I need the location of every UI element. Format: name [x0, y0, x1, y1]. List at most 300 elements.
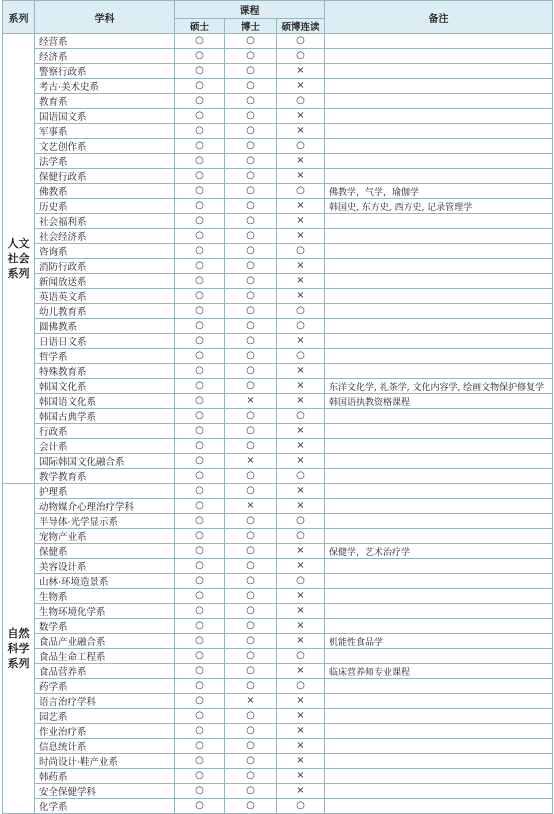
subject-cell: 化学系: [35, 799, 175, 814]
doctor-mark: ○: [225, 679, 277, 694]
note-cell: [325, 94, 553, 109]
doctor-mark: ○: [225, 349, 277, 364]
integrated-mark: ○: [277, 139, 325, 154]
note-cell: [325, 529, 553, 544]
doctor-mark: ○: [225, 724, 277, 739]
integrated-mark: ×: [277, 439, 325, 454]
integrated-mark: ○: [277, 574, 325, 589]
header-series: 系列: [3, 1, 35, 34]
integrated-mark: ×: [277, 769, 325, 784]
integrated-mark: ×: [277, 364, 325, 379]
note-cell: [325, 679, 553, 694]
note-cell: [325, 454, 553, 469]
table-row: [3, 454, 553, 469]
master-mark: ○: [175, 94, 225, 109]
note-cell: [325, 514, 553, 529]
note-cell: [325, 424, 553, 439]
subject-cell: 保健系: [35, 544, 175, 559]
subject-cell: 国际韩国文化融合系: [35, 454, 175, 469]
master-mark: ○: [175, 49, 225, 64]
doctor-mark: ○: [225, 514, 277, 529]
note-cell: [325, 334, 553, 349]
doctor-mark: ○: [225, 274, 277, 289]
subject-cell: 圆佛教系: [35, 319, 175, 334]
master-mark: ○: [175, 274, 225, 289]
table-row: [3, 199, 553, 214]
table-row: [3, 664, 553, 679]
subject-cell: 哲学系: [35, 349, 175, 364]
integrated-mark: ×: [277, 484, 325, 499]
doctor-mark: ○: [225, 469, 277, 484]
integrated-mark: ×: [277, 109, 325, 124]
subject-cell: 信息统计系: [35, 739, 175, 754]
master-mark: ○: [175, 319, 225, 334]
table-row: [3, 589, 553, 604]
master-mark: ○: [175, 199, 225, 214]
table-row: [3, 154, 553, 169]
table-row: [3, 409, 553, 424]
table-header: [3, 1, 553, 34]
note-cell: [325, 784, 553, 799]
integrated-mark: ×: [277, 379, 325, 394]
integrated-mark: ×: [277, 259, 325, 274]
subject-cell: 社会经济系: [35, 229, 175, 244]
subject-cell: 英语英文系: [35, 289, 175, 304]
note-cell: [325, 34, 553, 49]
master-mark: ○: [175, 499, 225, 514]
table-row: [3, 139, 553, 154]
subject-cell: 食品营养系: [35, 664, 175, 679]
subject-cell: 药学系: [35, 679, 175, 694]
note-cell: [325, 349, 553, 364]
note-cell: [325, 619, 553, 634]
subject-cell: 宠物产业系: [35, 529, 175, 544]
table-row: [3, 799, 553, 814]
note-cell: 东洋文化学, 礼茶学, 文化内容学, 绘画文物保护修复学: [325, 379, 553, 394]
note-cell: [325, 319, 553, 334]
integrated-mark: ×: [277, 124, 325, 139]
table-row: [3, 544, 553, 559]
integrated-mark: ○: [277, 94, 325, 109]
doctor-mark: ○: [225, 34, 277, 49]
table-body: [3, 34, 553, 814]
master-mark: ○: [175, 169, 225, 184]
integrated-mark: ×: [277, 79, 325, 94]
table-row: [3, 124, 553, 139]
doctor-mark: ○: [225, 739, 277, 754]
integrated-mark: ×: [277, 424, 325, 439]
subject-cell: 社会福利系: [35, 214, 175, 229]
integrated-mark: ○: [277, 799, 325, 814]
integrated-mark: ○: [277, 469, 325, 484]
table-row: [3, 574, 553, 589]
subject-cell: 安全保健学科: [35, 784, 175, 799]
master-mark: ○: [175, 739, 225, 754]
master-mark: ○: [175, 394, 225, 409]
master-mark: ○: [175, 64, 225, 79]
note-cell: [325, 109, 553, 124]
integrated-mark: ×: [277, 544, 325, 559]
header-note: 备注: [325, 1, 553, 34]
integrated-mark: ×: [277, 739, 325, 754]
subject-cell: 山林·环境造景系: [35, 574, 175, 589]
master-mark: ○: [175, 694, 225, 709]
table-row: [3, 319, 553, 334]
subject-cell: 教育系: [35, 94, 175, 109]
master-mark: ○: [175, 724, 225, 739]
subject-cell: 作业治疗系: [35, 724, 175, 739]
doctor-mark: ○: [225, 319, 277, 334]
subject-cell: 日语日文系: [35, 334, 175, 349]
note-cell: [325, 304, 553, 319]
note-cell: [325, 724, 553, 739]
integrated-mark: ○: [277, 319, 325, 334]
integrated-mark: ×: [277, 559, 325, 574]
subject-cell: 时尚设计·鞋产业系: [35, 754, 175, 769]
table-row: [3, 229, 553, 244]
doctor-mark: ○: [225, 709, 277, 724]
master-mark: ○: [175, 289, 225, 304]
table-row: [3, 259, 553, 274]
subject-cell: 消防行政系: [35, 259, 175, 274]
table-row: [3, 274, 553, 289]
master-mark: ○: [175, 469, 225, 484]
doctor-mark: ○: [225, 199, 277, 214]
master-mark: ○: [175, 139, 225, 154]
table-row: [3, 679, 553, 694]
subject-cell: 语言治疗学科: [35, 694, 175, 709]
table-row: [3, 484, 553, 499]
integrated-mark: ○: [277, 244, 325, 259]
master-mark: ○: [175, 769, 225, 784]
master-mark: ○: [175, 784, 225, 799]
note-cell: [325, 694, 553, 709]
note-cell: [325, 124, 553, 139]
doctor-mark: ○: [225, 799, 277, 814]
doctor-mark: ×: [225, 499, 277, 514]
doctor-mark: ○: [225, 214, 277, 229]
doctor-mark: ○: [225, 364, 277, 379]
subject-cell: 半导体·光学显示系: [35, 514, 175, 529]
master-mark: ○: [175, 634, 225, 649]
doctor-mark: ○: [225, 259, 277, 274]
master-mark: ○: [175, 409, 225, 424]
series-label: 人文社会系列: [3, 34, 35, 484]
doctor-mark: ○: [225, 139, 277, 154]
table-row: [3, 514, 553, 529]
note-cell: [325, 154, 553, 169]
table-row: [3, 49, 553, 64]
integrated-mark: ×: [277, 394, 325, 409]
table-row: [3, 94, 553, 109]
integrated-mark: ×: [277, 664, 325, 679]
doctor-mark: ○: [225, 229, 277, 244]
integrated-mark: ×: [277, 199, 325, 214]
doctor-mark: ○: [225, 64, 277, 79]
note-cell: [325, 439, 553, 454]
doctor-mark: ○: [225, 79, 277, 94]
subject-cell: 韩国文化系: [35, 379, 175, 394]
table-row: [3, 469, 553, 484]
table-row: [3, 769, 553, 784]
note-cell: 临床营养师专业课程: [325, 664, 553, 679]
integrated-mark: ○: [277, 409, 325, 424]
subject-cell: 韩药系: [35, 769, 175, 784]
note-cell: [325, 739, 553, 754]
integrated-mark: ×: [277, 724, 325, 739]
integrated-mark: ○: [277, 304, 325, 319]
header-master: 硕士: [175, 19, 225, 34]
note-cell: [325, 274, 553, 289]
integrated-mark: ○: [277, 184, 325, 199]
note-cell: 机能性食品学: [325, 634, 553, 649]
subject-cell: 数学系: [35, 619, 175, 634]
integrated-mark: ×: [277, 619, 325, 634]
table-row: [3, 784, 553, 799]
integrated-mark: ×: [277, 289, 325, 304]
master-mark: ○: [175, 229, 225, 244]
table-row: [3, 169, 553, 184]
doctor-mark: ○: [225, 754, 277, 769]
integrated-mark: ○: [277, 679, 325, 694]
subject-cell: 新闻放送系: [35, 274, 175, 289]
integrated-mark: ×: [277, 589, 325, 604]
subject-cell: 动物媒介心理治疗学科: [35, 499, 175, 514]
master-mark: ○: [175, 259, 225, 274]
note-cell: [325, 589, 553, 604]
integrated-mark: ○: [277, 514, 325, 529]
master-mark: ○: [175, 34, 225, 49]
doctor-mark: ○: [225, 169, 277, 184]
table-row: [3, 304, 553, 319]
note-cell: [325, 229, 553, 244]
doctor-mark: ○: [225, 424, 277, 439]
header-integrated: 硕博连读: [277, 19, 325, 34]
table-row: [3, 289, 553, 304]
subject-cell: 韩国语文化系: [35, 394, 175, 409]
subject-cell: 护理系: [35, 484, 175, 499]
integrated-mark: ○: [277, 34, 325, 49]
note-cell: [325, 574, 553, 589]
table-row: [3, 499, 553, 514]
doctor-mark: ○: [225, 304, 277, 319]
note-cell: [325, 139, 553, 154]
master-mark: ○: [175, 214, 225, 229]
table-row: [3, 604, 553, 619]
subject-cell: 特殊教育系: [35, 364, 175, 379]
doctor-mark: ○: [225, 784, 277, 799]
doctor-mark: ○: [225, 334, 277, 349]
master-mark: ○: [175, 604, 225, 619]
table-row: [3, 754, 553, 769]
table-row: [3, 649, 553, 664]
master-mark: ○: [175, 154, 225, 169]
note-cell: [325, 169, 553, 184]
table-row: [3, 619, 553, 634]
note-cell: [325, 79, 553, 94]
doctor-mark: ○: [225, 409, 277, 424]
master-mark: ○: [175, 679, 225, 694]
note-cell: [325, 364, 553, 379]
master-mark: ○: [175, 664, 225, 679]
integrated-mark: ○: [277, 49, 325, 64]
master-mark: ○: [175, 559, 225, 574]
table-row: [3, 529, 553, 544]
integrated-mark: ×: [277, 604, 325, 619]
doctor-mark: ○: [225, 664, 277, 679]
table-row: [3, 709, 553, 724]
doctor-mark: ×: [225, 694, 277, 709]
master-mark: ○: [175, 454, 225, 469]
integrated-mark: ×: [277, 784, 325, 799]
subject-cell: 保健行政系: [35, 169, 175, 184]
subject-cell: 会计系: [35, 439, 175, 454]
subject-cell: 法学系: [35, 154, 175, 169]
table-row: [3, 79, 553, 94]
master-mark: ○: [175, 544, 225, 559]
master-mark: ○: [175, 799, 225, 814]
integrated-mark: ×: [277, 454, 325, 469]
note-cell: [325, 409, 553, 424]
note-cell: [325, 754, 553, 769]
table-row: [3, 694, 553, 709]
note-cell: 保健学，艺术治疗学: [325, 544, 553, 559]
note-cell: [325, 604, 553, 619]
doctor-mark: ×: [225, 454, 277, 469]
master-mark: ○: [175, 109, 225, 124]
subject-cell: 行政系: [35, 424, 175, 439]
note-cell: [325, 769, 553, 784]
doctor-mark: ○: [225, 529, 277, 544]
doctor-mark: ○: [225, 244, 277, 259]
subject-cell: 文艺创作系: [35, 139, 175, 154]
note-cell: [325, 484, 553, 499]
master-mark: ○: [175, 529, 225, 544]
master-mark: ○: [175, 184, 225, 199]
table-row: [3, 214, 553, 229]
table-row: [3, 34, 553, 49]
doctor-mark: ○: [225, 649, 277, 664]
table-row: [3, 364, 553, 379]
note-cell: [325, 259, 553, 274]
master-mark: ○: [175, 589, 225, 604]
doctor-mark: ○: [225, 484, 277, 499]
series-label: 自然科学系列: [3, 484, 35, 814]
doctor-mark: ○: [225, 184, 277, 199]
integrated-mark: ×: [277, 169, 325, 184]
note-cell: [325, 709, 553, 724]
integrated-mark: ×: [277, 709, 325, 724]
integrated-mark: ×: [277, 214, 325, 229]
note-cell: [325, 499, 553, 514]
subject-cell: 警察行政系: [35, 64, 175, 79]
doctor-mark: ○: [225, 154, 277, 169]
doctor-mark: ○: [225, 589, 277, 604]
table-row: [3, 739, 553, 754]
master-mark: ○: [175, 709, 225, 724]
master-mark: ○: [175, 754, 225, 769]
master-mark: ○: [175, 334, 225, 349]
table-row: [3, 439, 553, 454]
subject-cell: 食品产业融合系: [35, 634, 175, 649]
integrated-mark: ○: [277, 349, 325, 364]
table-row: [3, 559, 553, 574]
master-mark: ○: [175, 439, 225, 454]
note-cell: [325, 64, 553, 79]
master-mark: ○: [175, 124, 225, 139]
table-row: [3, 184, 553, 199]
doctor-mark: ○: [225, 124, 277, 139]
doctor-mark: ○: [225, 574, 277, 589]
subject-cell: 国语国文系: [35, 109, 175, 124]
doctor-mark: ○: [225, 49, 277, 64]
integrated-mark: ×: [277, 154, 325, 169]
subject-cell: 美容设计系: [35, 559, 175, 574]
subject-cell: 韩国古典学系: [35, 409, 175, 424]
program-table-sheet: [2, 0, 552, 814]
note-cell: [325, 799, 553, 814]
integrated-mark: ×: [277, 334, 325, 349]
master-mark: ○: [175, 304, 225, 319]
note-cell: 韩国史, 东方史, 西方史, 记录管理学: [325, 199, 553, 214]
master-mark: ○: [175, 619, 225, 634]
master-mark: ○: [175, 484, 225, 499]
note-cell: [325, 244, 553, 259]
note-cell: [325, 649, 553, 664]
master-mark: ○: [175, 574, 225, 589]
doctor-mark: ○: [225, 109, 277, 124]
subject-cell: 考古·美术史系: [35, 79, 175, 94]
subject-cell: 教学教育系: [35, 469, 175, 484]
doctor-mark: ○: [225, 94, 277, 109]
doctor-mark: ○: [225, 544, 277, 559]
integrated-mark: ×: [277, 694, 325, 709]
integrated-mark: ○: [277, 529, 325, 544]
integrated-mark: ×: [277, 499, 325, 514]
table-row: [3, 109, 553, 124]
master-mark: ○: [175, 379, 225, 394]
master-mark: ○: [175, 364, 225, 379]
table-row: [3, 379, 553, 394]
note-cell: 佛教学，气学，瑜伽学: [325, 184, 553, 199]
note-cell: [325, 214, 553, 229]
note-cell: [325, 289, 553, 304]
doctor-mark: ○: [225, 604, 277, 619]
subject-cell: 佛教系: [35, 184, 175, 199]
table-row: [3, 634, 553, 649]
integrated-mark: ×: [277, 274, 325, 289]
note-cell: [325, 49, 553, 64]
table-row: [3, 424, 553, 439]
doctor-mark: ×: [225, 394, 277, 409]
program-table: [2, 0, 553, 814]
header-subject: 学科: [35, 1, 175, 34]
subject-cell: 历史系: [35, 199, 175, 214]
subject-cell: 幼儿教育系: [35, 304, 175, 319]
integrated-mark: ×: [277, 754, 325, 769]
doctor-mark: ○: [225, 379, 277, 394]
master-mark: ○: [175, 424, 225, 439]
table-row: [3, 724, 553, 739]
header-doctor: 博士: [225, 19, 277, 34]
doctor-mark: ○: [225, 289, 277, 304]
doctor-mark: ○: [225, 559, 277, 574]
integrated-mark: ×: [277, 634, 325, 649]
note-cell: [325, 469, 553, 484]
subject-cell: 园艺系: [35, 709, 175, 724]
note-cell: 韩国语执教资格课程: [325, 394, 553, 409]
master-mark: ○: [175, 349, 225, 364]
